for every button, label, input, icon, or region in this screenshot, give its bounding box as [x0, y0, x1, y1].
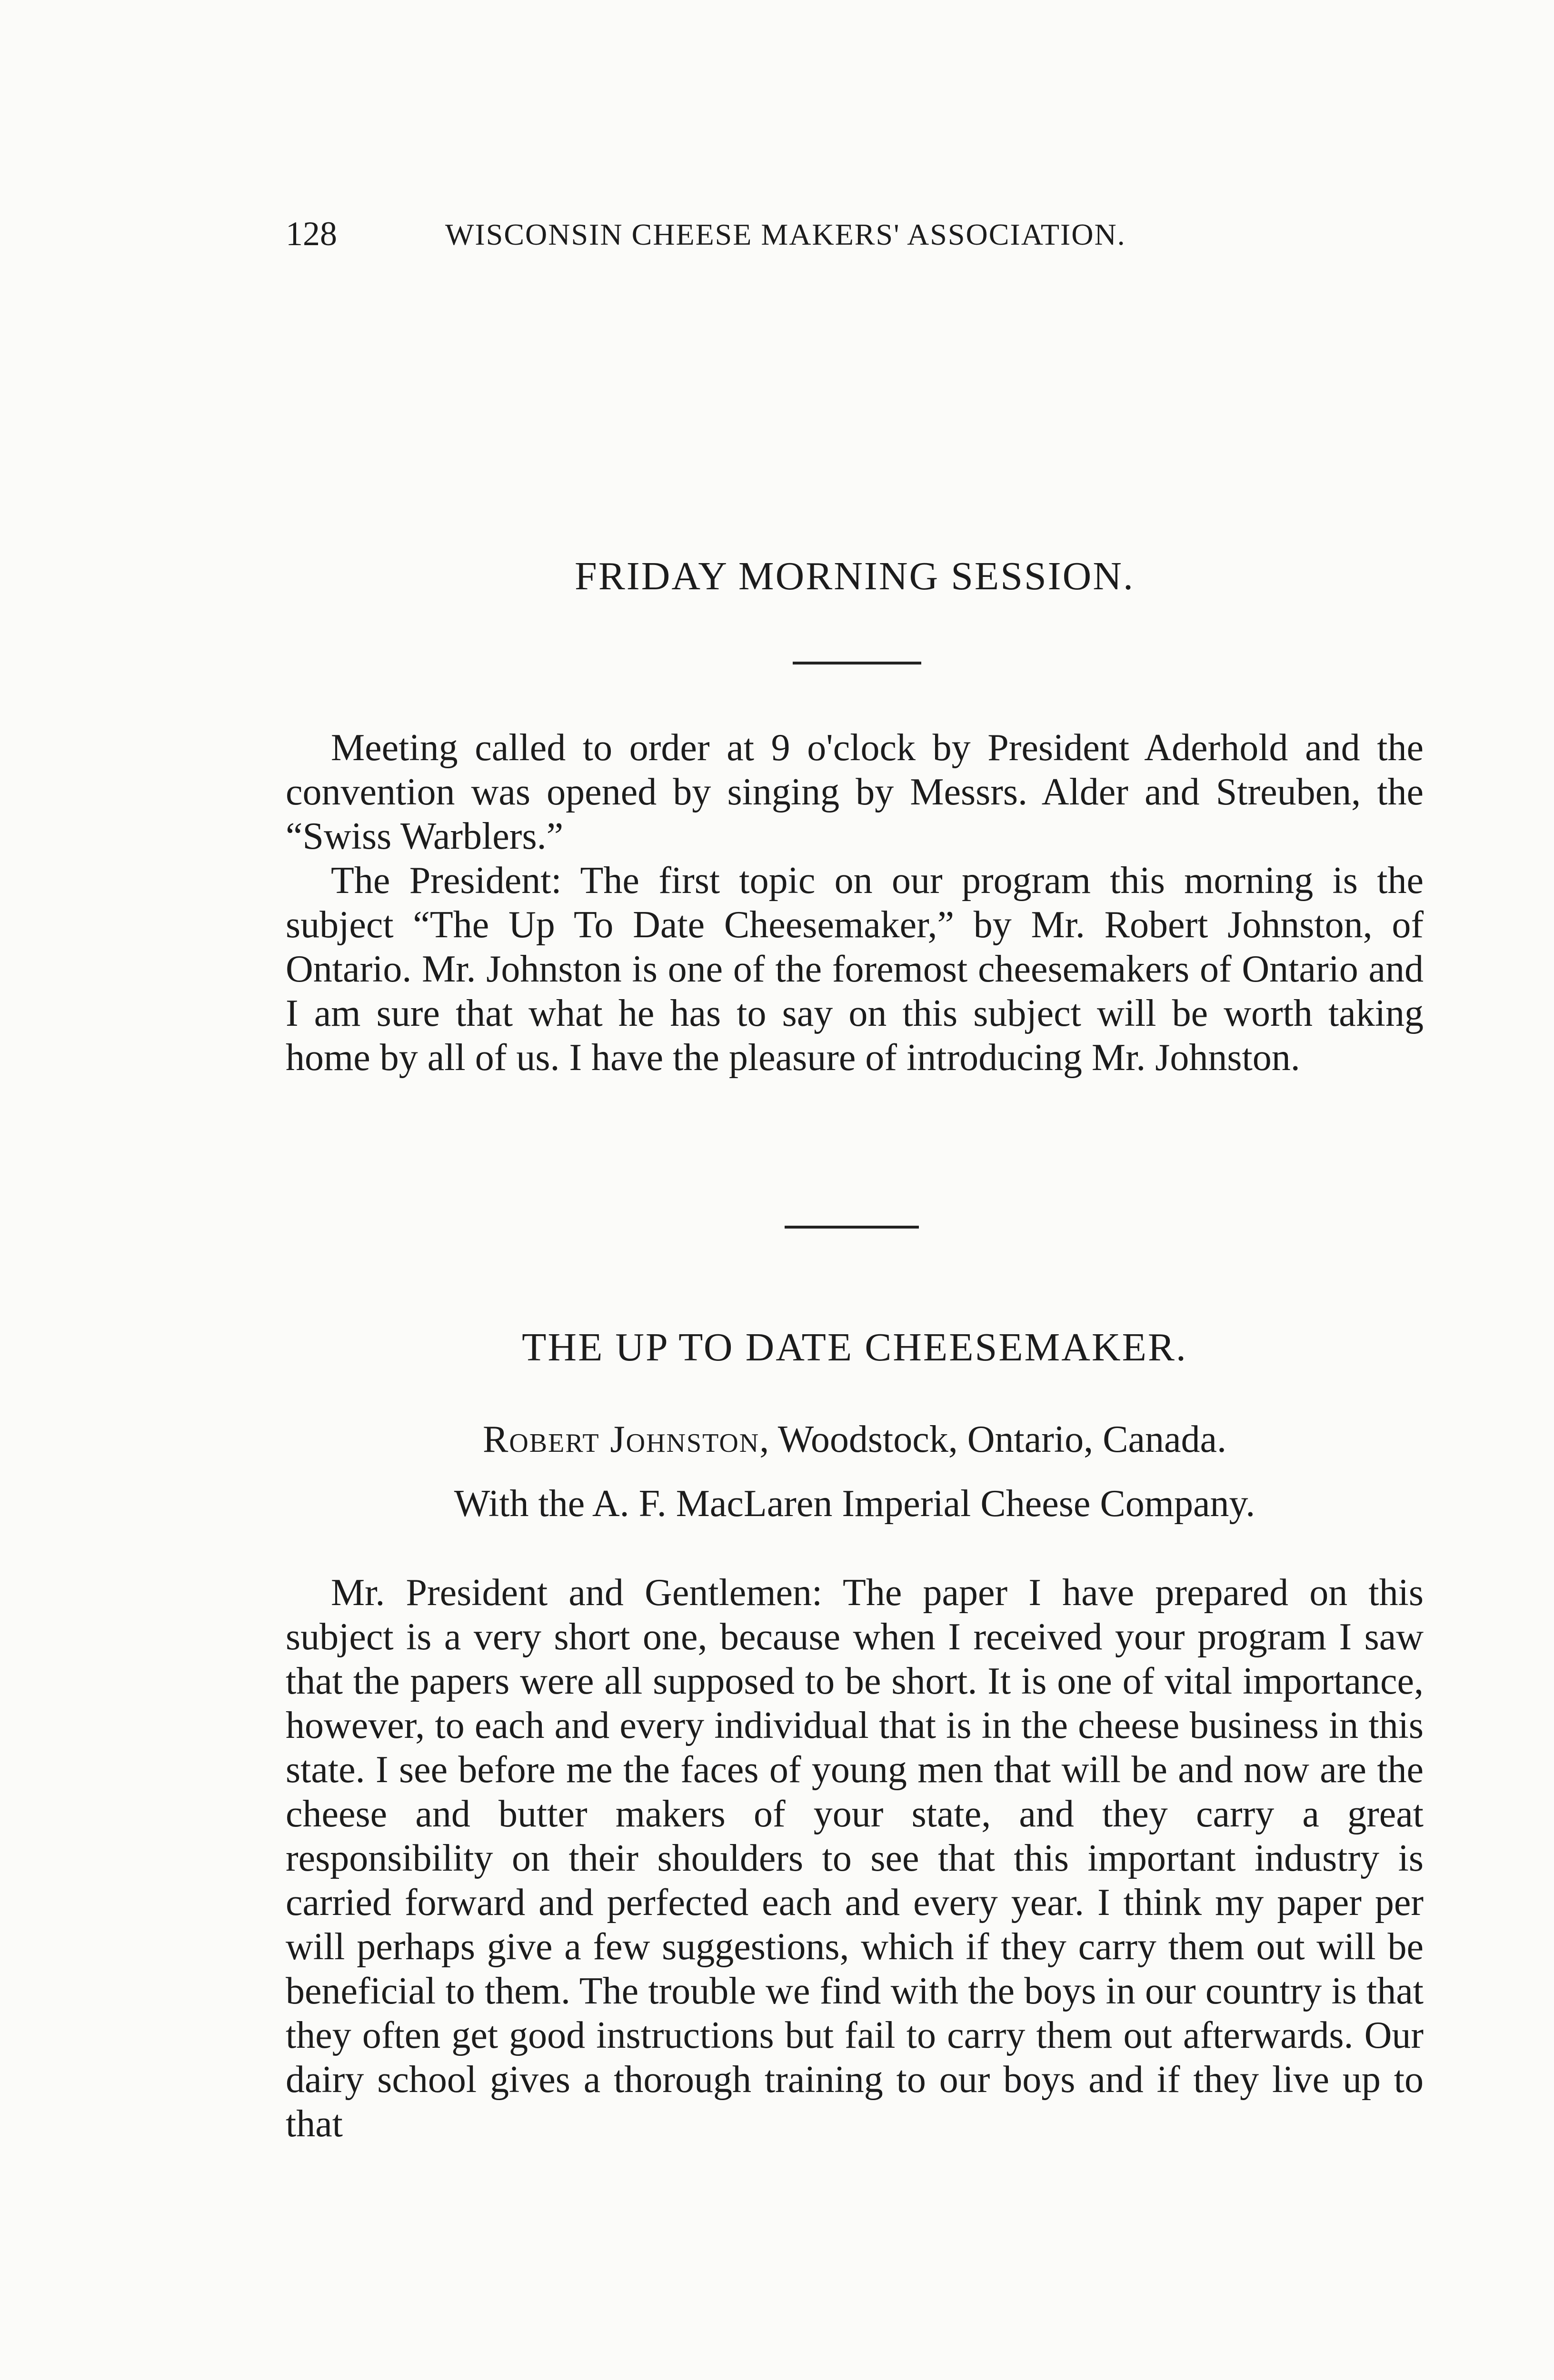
session-paragraph: Meeting called to order at 9 o'clock by President Aderhold and the convention was opened by singing by Messrs. Alder and Streuben, the “Swiss Warblers.” — [286, 727, 1424, 857]
session-text — [286, 726, 1424, 1080]
page-number: 128 — [286, 215, 337, 253]
running-title: WISCONSIN CHEESE MAKERS' ASSOCIATION. — [445, 218, 1126, 251]
section-divider — [785, 1226, 919, 1229]
article-text — [286, 1571, 1424, 2146]
section-divider — [793, 662, 921, 664]
session-paragraph: The President: The first topic on our program this morning is the subject “The Up To Date Cheesemaker,” by Mr. Robert Johnston, of Ontario. Mr. Johnston is one of the foremost cheesemakers of Ontario and I am sure that what he has to say on this subject will be worth taking home by all of us. I have the pleasure of introducing Mr. Johnston. — [286, 860, 1424, 1079]
page-header — [286, 214, 1295, 262]
author-byline — [286, 1418, 1424, 1460]
article-paragraph: Mr. President and Gentlemen: The paper I have prepared on this subject is a very short one, because when I received your program I saw that the papers were all supposed to be short. It is one of vital importance, however, to each and every individual that is in the cheese business in this state. I see before me the faces of young men that will be and now are the cheese and butter makers of your state, and they carry a great responsibility on their shoulders to see that this important industry is carried forward and perfected each and every year. I think my paper per will perhaps give a few suggestions, which if they carry them out will be beneficial to them. The trouble we find with the boys in our country is that they often get good instructions but fail to carry them out afterwards. Our dairy school gives a thorough training to our boys and if they live up to that — [286, 1572, 1424, 2145]
author-affiliation: With the A. F. MacLaren Imperial Cheese Company. — [454, 1483, 1255, 1525]
author-location: , Woodstock, Ontario, Canada. — [759, 1418, 1226, 1460]
author-name: Robert Johnston — [482, 1418, 760, 1460]
article-title: THE UP TO DATE CHEESEMAKER. — [522, 1325, 1187, 1369]
session-heading: FRIDAY MORNING SESSION. — [575, 554, 1135, 598]
